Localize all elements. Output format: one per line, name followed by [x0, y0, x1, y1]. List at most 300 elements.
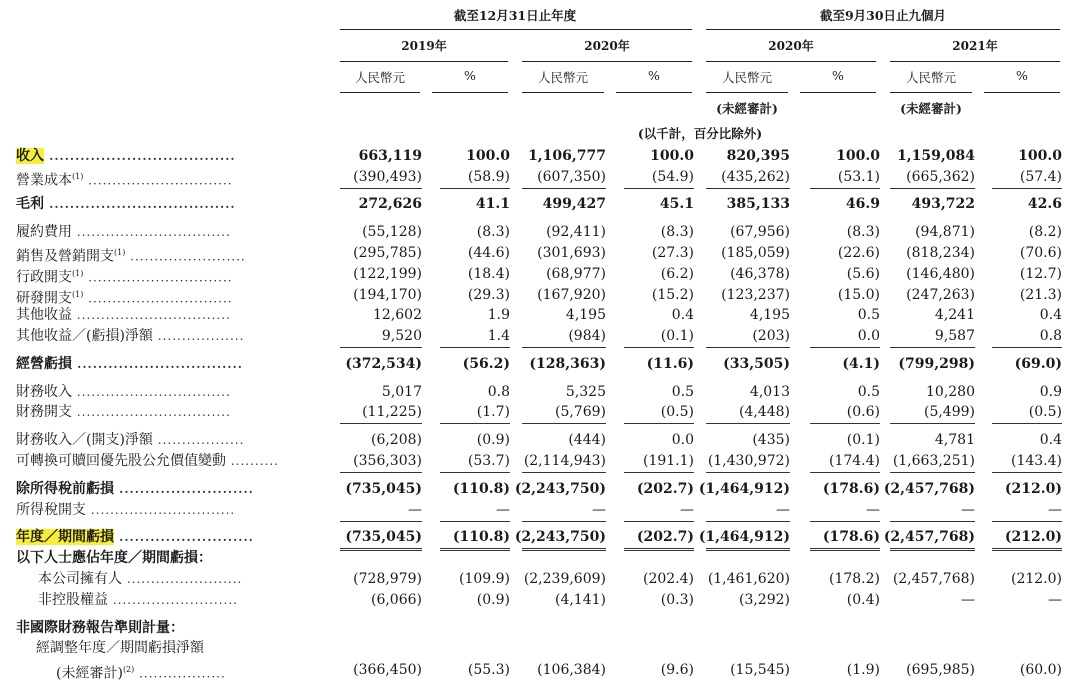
amount-cell: (5,499): [923, 404, 975, 420]
percent-cell: 0.0: [857, 328, 880, 344]
amount-cell: (167,920): [537, 287, 606, 303]
percent-cell: (178.6): [822, 529, 880, 545]
row-label-text: 非控股權益: [38, 592, 108, 608]
percent-cell: (202.4): [642, 571, 694, 587]
subtotal-rule: [624, 521, 694, 522]
amount-cell: (6,066): [370, 592, 422, 608]
subtotal-rule: [440, 521, 510, 522]
percent-cell: 100.0: [650, 148, 694, 164]
percent-cell: —: [1048, 502, 1062, 518]
percent-cell: (54.9): [651, 169, 694, 185]
percent-cell: (202.7): [636, 529, 694, 545]
row-label: [16, 527, 254, 547]
subtotal-rule: [440, 472, 510, 473]
percent-label: %: [1016, 68, 1028, 83]
percent-cell: (12.7): [1019, 266, 1062, 282]
percent-cell: (69.0): [1014, 356, 1062, 372]
leader-dots: ..........: [226, 454, 279, 468]
percent-cell: (8.3): [660, 224, 694, 240]
percent-cell: (143.4): [1010, 453, 1062, 469]
percent-cell: (202.7): [636, 481, 694, 497]
subtotal-rule: [706, 472, 790, 473]
percent-cell: 0.4: [1039, 307, 1062, 323]
percent-cell: (56.2): [462, 356, 510, 372]
percent-cell: (0.4): [846, 592, 880, 608]
unit-rule: [984, 92, 1060, 93]
unaudited-note: (未經審計): [900, 101, 962, 116]
subtotal-rule: [522, 423, 606, 424]
percent-cell: (0.5): [660, 404, 694, 420]
subtotal-rule: [992, 521, 1062, 522]
amount-cell: (203): [752, 328, 790, 344]
amount-cell: (33,505): [723, 356, 790, 372]
amount-cell: (1,663,251): [892, 453, 975, 469]
amount-cell: (68,977): [546, 266, 606, 282]
amount-cell: 499,427: [542, 196, 606, 212]
percent-cell: (15.2): [651, 287, 694, 303]
amount-cell: (122,199): [353, 266, 422, 282]
percent-cell: (8.3): [476, 224, 510, 240]
amount-cell: (735,045): [345, 481, 422, 497]
table-row: [0, 222, 1080, 242]
amount-cell: (123,237): [721, 287, 790, 303]
row-label-text: 行政開支: [16, 269, 72, 286]
percent-cell: (53.1): [837, 169, 880, 185]
leader-dots: ................................: [72, 225, 231, 239]
percent-cell: 42.6: [1027, 196, 1062, 212]
unit-rule: [616, 92, 692, 93]
row-label-text: 財務收入: [16, 384, 72, 400]
unit-rule: [706, 92, 788, 93]
percent-cell: (6.2): [660, 266, 694, 282]
table-row: [0, 305, 1080, 325]
percent-cell: (29.3): [467, 287, 510, 303]
amount-cell: 663,119: [358, 148, 422, 164]
subtotal-rule: [340, 521, 422, 522]
row-label-text: 年度／期間虧損: [16, 529, 114, 545]
row-label-text: 經調整年度／期間虧損淨額: [36, 640, 204, 656]
amount-cell: (2,243,750): [514, 529, 606, 545]
unit-rule: [890, 92, 972, 93]
subtotal-rule: [624, 423, 694, 424]
amount-cell: (15,545): [730, 662, 790, 678]
subtotal-rule: [340, 472, 422, 473]
amount-cell: 4,781: [934, 432, 975, 448]
unit-note: (以千計，百分比除外): [637, 126, 763, 141]
row-label: [16, 194, 236, 214]
subtotal-rule: [992, 188, 1062, 189]
percent-cell: (178.6): [822, 481, 880, 497]
subtotal-rule: [810, 188, 880, 189]
table-row: [0, 430, 1080, 450]
table-row: [0, 660, 1080, 680]
subtotal-rule: [706, 188, 790, 189]
table-row: [0, 382, 1080, 402]
amount-cell: (2,243,750): [514, 481, 606, 497]
percent-cell: (44.6): [467, 245, 510, 261]
amount-cell: (2,239,609): [523, 571, 606, 587]
footnote-marker: (1): [72, 172, 84, 181]
percent-cell: —: [866, 502, 880, 518]
subtotal-rule: [340, 423, 422, 424]
subtotal-rule: [810, 521, 880, 522]
table-row: [0, 548, 1080, 568]
total-double-rule: [992, 548, 1062, 551]
percent-cell: 0.9: [1039, 384, 1062, 400]
percent-cell: 46.9: [845, 196, 880, 212]
row-label-text: 財務收入／(開支)淨額: [16, 432, 153, 448]
percent-cell: 0.8: [1039, 328, 1062, 344]
percent-cell: —: [680, 502, 694, 518]
unit-rule: [800, 92, 876, 93]
row-label-text: 履約費用: [16, 224, 72, 240]
table-row: [0, 285, 1080, 305]
percent-cell: —: [1048, 592, 1062, 608]
leader-dots: ..................: [152, 433, 245, 447]
row-label-text: 所得稅開支: [16, 502, 86, 518]
amount-cell: (818,234): [906, 245, 975, 261]
percent-cell: (0.6): [846, 404, 880, 420]
period-2020-9m: 2020年: [768, 39, 814, 53]
leader-dots: ........................: [125, 249, 246, 264]
leader-dots: ..............................: [86, 503, 236, 517]
row-label-text: 收入: [16, 148, 44, 164]
subtotal-rule: [992, 423, 1062, 424]
footnote-marker: (1): [72, 290, 84, 299]
table-row: [0, 243, 1080, 263]
table-row: [0, 569, 1080, 589]
period-rule: [890, 61, 1060, 62]
leader-dots: ..............................: [83, 173, 233, 188]
amount-cell: 10,280: [926, 384, 975, 400]
leader-dots: ....................................: [44, 197, 236, 211]
amount-cell: (295,785): [353, 245, 422, 261]
amount-cell: 4,195: [749, 307, 790, 323]
amount-cell: —: [961, 592, 975, 608]
total-double-rule: [340, 548, 422, 551]
amount-cell: (444): [568, 432, 606, 448]
percent-cell: —: [496, 502, 510, 518]
subtotal-rule: [440, 423, 510, 424]
table-row: [0, 527, 1080, 547]
amount-cell: (94,871): [915, 224, 975, 240]
percent-cell: (60.0): [1019, 662, 1062, 678]
row-label-text: 財務開支: [16, 404, 72, 420]
percent-cell: (53.7): [467, 453, 510, 469]
subtotal-rule: [624, 347, 694, 348]
amount-cell: (194,170): [353, 287, 422, 303]
row-label-text: 本公司擁有人: [38, 571, 122, 587]
total-double-rule: [810, 548, 880, 551]
percent-cell: 100.0: [1018, 148, 1062, 164]
percent-cell: (9.6): [660, 662, 694, 678]
percent-cell: 100.0: [836, 148, 880, 164]
subtotal-rule: [810, 347, 880, 348]
row-label: [16, 167, 233, 191]
percent-cell: (0.9): [476, 432, 510, 448]
leader-dots: ..................: [134, 666, 226, 681]
table-row: [0, 590, 1080, 610]
percent-cell: (174.4): [828, 453, 880, 469]
amount-cell: 9,520: [381, 328, 422, 344]
row-label-text: 銷售及營銷開支: [16, 248, 114, 265]
table-row: [0, 194, 1080, 214]
leader-dots: ................................: [72, 308, 231, 322]
amount-cell: (799,298): [898, 356, 975, 372]
subtotal-rule: [624, 472, 694, 473]
total-double-rule: [624, 548, 694, 551]
subtotal-rule: [340, 347, 422, 348]
amount-cell: —: [776, 502, 790, 518]
subtotal-rule: [890, 472, 975, 473]
amount-cell: 820,395: [726, 148, 790, 164]
leader-dots: ................................: [72, 357, 243, 371]
amount-cell: —: [408, 502, 422, 518]
percent-cell: (110.8): [452, 481, 510, 497]
subtotal-rule: [992, 347, 1062, 348]
percent-cell: (0.1): [660, 328, 694, 344]
row-label-text: 以下人士應佔年度／期間虧損：: [16, 550, 212, 566]
subtotal-rule: [992, 472, 1062, 473]
percent-cell: 100.0: [466, 148, 510, 164]
amount-cell: (6,208): [370, 432, 422, 448]
row-label: [16, 402, 231, 422]
percent-cell: 0.5: [857, 307, 880, 323]
subtotal-rule: [440, 347, 510, 348]
subtotal-rule: [522, 188, 606, 189]
leader-dots: ..........................: [108, 593, 238, 607]
row-label-text: 營業成本: [16, 172, 72, 189]
percent-cell: 1.9: [487, 307, 510, 323]
amount-cell: (665,362): [906, 169, 975, 185]
percent-cell: (109.9): [458, 571, 510, 587]
amount-cell: (2,457,768): [883, 481, 975, 497]
period-2021-9m: 2021年: [952, 39, 998, 53]
percent-cell: (8.3): [846, 224, 880, 240]
percent-cell: (0.5): [1028, 404, 1062, 420]
percent-cell: (15.0): [837, 287, 880, 303]
percent-cell: (178.2): [828, 571, 880, 587]
table-row: [0, 326, 1080, 346]
percent-cell: 0.4: [1039, 432, 1062, 448]
table-row: [0, 402, 1080, 422]
percent-cell: (212.0): [1010, 571, 1062, 587]
percent-cell: (22.6): [837, 245, 880, 261]
amount-cell: (67,956): [730, 224, 790, 240]
row-label: [16, 222, 231, 242]
percent-cell: (0.9): [476, 592, 510, 608]
subtotal-rule: [810, 472, 880, 473]
row-label-text: 除所得稅前虧損: [16, 481, 114, 497]
row-label: [16, 354, 243, 374]
percent-cell: (212.0): [1004, 529, 1062, 545]
total-double-rule: [440, 548, 510, 551]
row-label: [56, 660, 226, 684]
amount-cell: (695,985): [906, 662, 975, 678]
amount-cell: (4,448): [738, 404, 790, 420]
amount-cell: (435,262): [721, 169, 790, 185]
subtotal-rule: [340, 188, 422, 189]
percent-cell: 0.0: [671, 432, 694, 448]
period-rule: [522, 61, 692, 62]
percent-cell: 45.1: [659, 196, 694, 212]
leader-dots: ..................: [152, 329, 245, 343]
amount-cell: (1,461,620): [707, 571, 790, 587]
row-label-text: 非國際財務報告準則計量：: [16, 620, 184, 636]
percent-cell: (110.8): [452, 529, 510, 545]
amount-cell: (1,430,972): [707, 453, 790, 469]
amount-cell: (2,457,768): [883, 529, 975, 545]
percent-cell: (57.4): [1019, 169, 1062, 185]
subtotal-rule: [890, 423, 975, 424]
leader-dots: ........................: [122, 572, 243, 586]
percent-cell: (58.9): [467, 169, 510, 185]
percent-cell: (55.3): [467, 662, 510, 678]
row-label: [16, 618, 184, 638]
percent-cell: (4.1): [842, 356, 880, 372]
leader-dots: ....................................: [44, 149, 236, 163]
amount-cell: (728,979): [353, 571, 422, 587]
percent-cell: 0.4: [671, 307, 694, 323]
row-label: [16, 382, 231, 402]
percent-label: %: [832, 68, 844, 83]
header-group-nine-months: 截至9月30日止九個月: [819, 8, 947, 23]
amount-cell: (607,350): [537, 169, 606, 185]
period-rule: [340, 61, 508, 62]
period-2020: 2020年: [584, 39, 630, 53]
row-label: [16, 326, 244, 346]
row-label-text: 經營虧損: [16, 356, 72, 372]
percent-cell: (70.6): [1019, 245, 1062, 261]
percent-cell: (212.0): [1004, 481, 1062, 497]
percent-cell: (1.7): [476, 404, 510, 420]
amount-cell: (735,045): [345, 529, 422, 545]
row-label: [16, 305, 231, 325]
total-double-rule: [522, 548, 606, 551]
table-row: [0, 479, 1080, 499]
header-group-annual: 截至12月31日止年度: [453, 8, 577, 23]
subtotal-rule: [890, 347, 975, 348]
subtotal-rule: [440, 188, 510, 189]
amount-cell: (2,457,768): [892, 571, 975, 587]
unaudited-note: (未經審計): [716, 101, 778, 116]
amount-cell: (55,128): [362, 224, 422, 240]
period-2019: 2019年: [401, 39, 447, 53]
percent-label: %: [464, 68, 476, 83]
amount-cell: (390,493): [353, 169, 422, 185]
percent-cell: 0.8: [487, 384, 510, 400]
amount-cell: (2,114,943): [523, 453, 606, 469]
amount-cell: (984): [568, 328, 606, 344]
row-label-text: 其他收益: [16, 307, 72, 323]
amount-cell: —: [961, 502, 975, 518]
unit-rule: [432, 92, 508, 93]
percent-cell: 1.4: [487, 328, 510, 344]
table-row: [0, 638, 1080, 658]
amount-cell: (106,384): [537, 662, 606, 678]
leader-dots: ................................: [72, 405, 231, 419]
amount-cell: (185,059): [721, 245, 790, 261]
percent-cell: 41.1: [475, 196, 510, 212]
leader-dots: ..........................: [114, 530, 254, 544]
amount-cell: (1,464,912): [698, 529, 790, 545]
subtotal-rule: [522, 472, 606, 473]
row-label: [38, 590, 238, 610]
subtotal-rule: [706, 347, 790, 348]
amount-cell: 1,159,084: [897, 148, 975, 164]
subtotal-rule: [890, 521, 975, 522]
amount-cell: 493,722: [911, 196, 975, 212]
percent-cell: (21.3): [1019, 287, 1062, 303]
row-label-text: 研發開支: [16, 290, 72, 307]
amount-cell: 5,325: [565, 384, 606, 400]
header-rule: [340, 29, 692, 30]
row-label-text: 毛利: [16, 196, 44, 212]
table-row: [0, 146, 1080, 166]
subtotal-rule: [522, 521, 606, 522]
amount-cell: 4,013: [749, 384, 790, 400]
percent-label: %: [648, 68, 660, 83]
leader-dots: ..........................: [114, 482, 254, 496]
amount-cell: (128,363): [529, 356, 606, 372]
footnote-marker: (2): [122, 665, 135, 674]
table-row: [0, 167, 1080, 187]
table-row: [0, 618, 1080, 638]
row-label-text: (未經審計): [56, 665, 123, 682]
amount-cell: 4,241: [934, 307, 975, 323]
amount-cell: (366,450): [353, 662, 422, 678]
footnote-marker: (1): [114, 248, 126, 257]
total-double-rule: [890, 548, 975, 551]
leader-dots: ................................: [72, 385, 231, 399]
percent-cell: (0.3): [660, 592, 694, 608]
currency-label: 人民幣元: [905, 70, 956, 85]
amount-cell: (11,225): [362, 404, 422, 420]
row-label: [16, 548, 212, 568]
amount-cell: 5,017: [381, 384, 422, 400]
percent-cell: (18.4): [467, 266, 510, 282]
footnote-marker: (1): [72, 269, 84, 278]
amount-cell: (435): [752, 432, 790, 448]
percent-cell: (1.9): [846, 662, 880, 678]
subtotal-rule: [706, 423, 790, 424]
percent-cell: (11.6): [646, 356, 694, 372]
row-label: [16, 430, 244, 450]
amount-cell: 272,626: [358, 196, 422, 212]
amount-cell: (5,769): [554, 404, 606, 420]
amount-cell: (46,378): [730, 266, 790, 282]
percent-cell: (27.3): [651, 245, 694, 261]
amount-cell: (247,263): [906, 287, 975, 303]
row-label-text: 可轉換可贖回優先股公允價值變動: [16, 453, 226, 469]
percent-cell: (8.2): [1028, 224, 1062, 240]
header-rule: [706, 29, 1060, 30]
amount-cell: (1,464,912): [698, 481, 790, 497]
leader-dots: ..............................: [83, 270, 233, 285]
table-row: [0, 264, 1080, 284]
percent-cell: (0.1): [846, 432, 880, 448]
currency-label: 人民幣元: [537, 70, 588, 85]
amount-cell: (92,411): [546, 224, 606, 240]
total-double-rule: [706, 548, 790, 551]
amount-cell: —: [592, 502, 606, 518]
amount-cell: (301,693): [537, 245, 606, 261]
row-label: [16, 451, 279, 471]
currency-label: 人民幣元: [354, 70, 405, 85]
leader-dots: ..............................: [83, 291, 233, 306]
row-label: [16, 500, 235, 520]
amount-cell: (146,480): [906, 266, 975, 282]
